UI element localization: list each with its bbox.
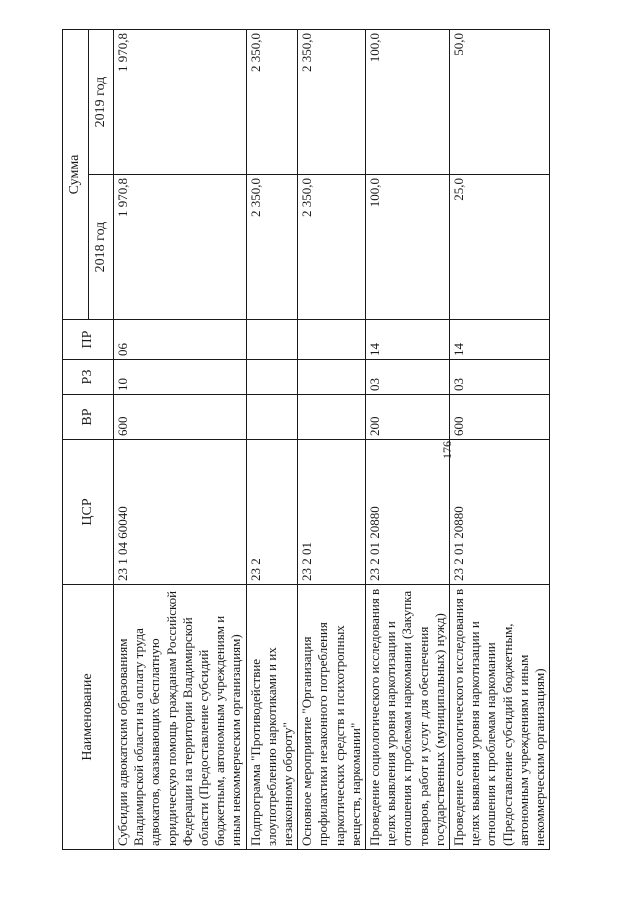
cell-2018: 1 970,8 (114, 175, 247, 320)
cell-name: Проведение социологического исследования в целях выявления уровня наркотизации и отношения к проблемам наркомании (Закупка товаров, работ и услуг для обеспечения государственных (муниципальных) нужд) (366, 585, 450, 850)
cell-vr: 600 (114, 395, 247, 440)
cell-pr (246, 320, 298, 360)
cell-csr: 23 2 01 (298, 440, 366, 585)
cell-2018: 2 350,0 (298, 175, 366, 320)
cell-rz (298, 360, 366, 395)
cell-csr: 23 1 04 60040 (114, 440, 247, 585)
col-header-sum: Сумма (63, 30, 89, 320)
cell-2018: 100,0 (366, 175, 450, 320)
cell-name: Субсидии адвокатским образованиям Владимирской области на оплату труда адвокатов, оказывающих бесплатную юридическую помощь гражданам Российской Федерации на территории Владимирской области (Предоставление субсидий бюджетным, автономным учреждениям и иным некоммерческим организациям) (114, 585, 247, 850)
col-header-csr: ЦСР (63, 440, 114, 585)
cell-name: Основное мероприятие "Организация профилактики незаконного потребления наркотических средств и психотропных веществ, наркомании" (298, 585, 366, 850)
cell-2018: 25,0 (450, 175, 550, 320)
cell-vr: 600 (450, 395, 550, 440)
col-header-2018: 2018 год (89, 175, 114, 320)
table-row (366, 30, 450, 850)
cell-2019: 2 350,0 (298, 30, 366, 175)
cell-pr: 14 (450, 320, 550, 360)
cell-2019: 2 350,0 (246, 30, 298, 175)
cell-2019: 1 970,8 (114, 30, 247, 175)
cell-name: Подпрограмма "Противодействие злоупотреблению наркотиками и их незаконному обороту" (246, 585, 298, 850)
col-header-2019: 2019 год (89, 30, 114, 175)
page-number: 176 (440, 441, 454, 459)
table-row (114, 30, 247, 850)
header-row-1 (63, 30, 89, 850)
cell-csr: 23 2 01 20880 (366, 440, 450, 585)
cell-name: Проведение социологического исследования в целях выявления уровня наркотизации и отношения к проблемам наркомании (Предоставление субсидий бюджетным, автономным учреждениям и иным некоммерческим организациям) (450, 585, 550, 850)
cell-rz: 03 (366, 360, 450, 395)
table-row (298, 30, 366, 850)
cell-vr (246, 395, 298, 440)
col-header-rz: РЗ (63, 360, 114, 395)
cell-pr (298, 320, 366, 360)
col-header-name: Наименование (63, 585, 114, 850)
cell-2019: 50,0 (450, 30, 550, 175)
cell-vr (298, 395, 366, 440)
cell-pr: 06 (114, 320, 247, 360)
col-header-pr: ПР (63, 320, 114, 360)
cell-rz: 10 (114, 360, 247, 395)
table-row (450, 30, 550, 850)
cell-rz (246, 360, 298, 395)
cell-2019: 100,0 (366, 30, 450, 175)
cell-csr: 23 2 01 20880 (450, 440, 550, 585)
cell-pr: 14 (366, 320, 450, 360)
cell-rz: 03 (450, 360, 550, 395)
budget-table (62, 29, 550, 850)
col-header-vr: ВР (63, 395, 114, 440)
cell-2018: 2 350,0 (246, 175, 298, 320)
table-row (246, 30, 298, 850)
cell-vr: 200 (366, 395, 450, 440)
cell-csr: 23 2 (246, 440, 298, 585)
